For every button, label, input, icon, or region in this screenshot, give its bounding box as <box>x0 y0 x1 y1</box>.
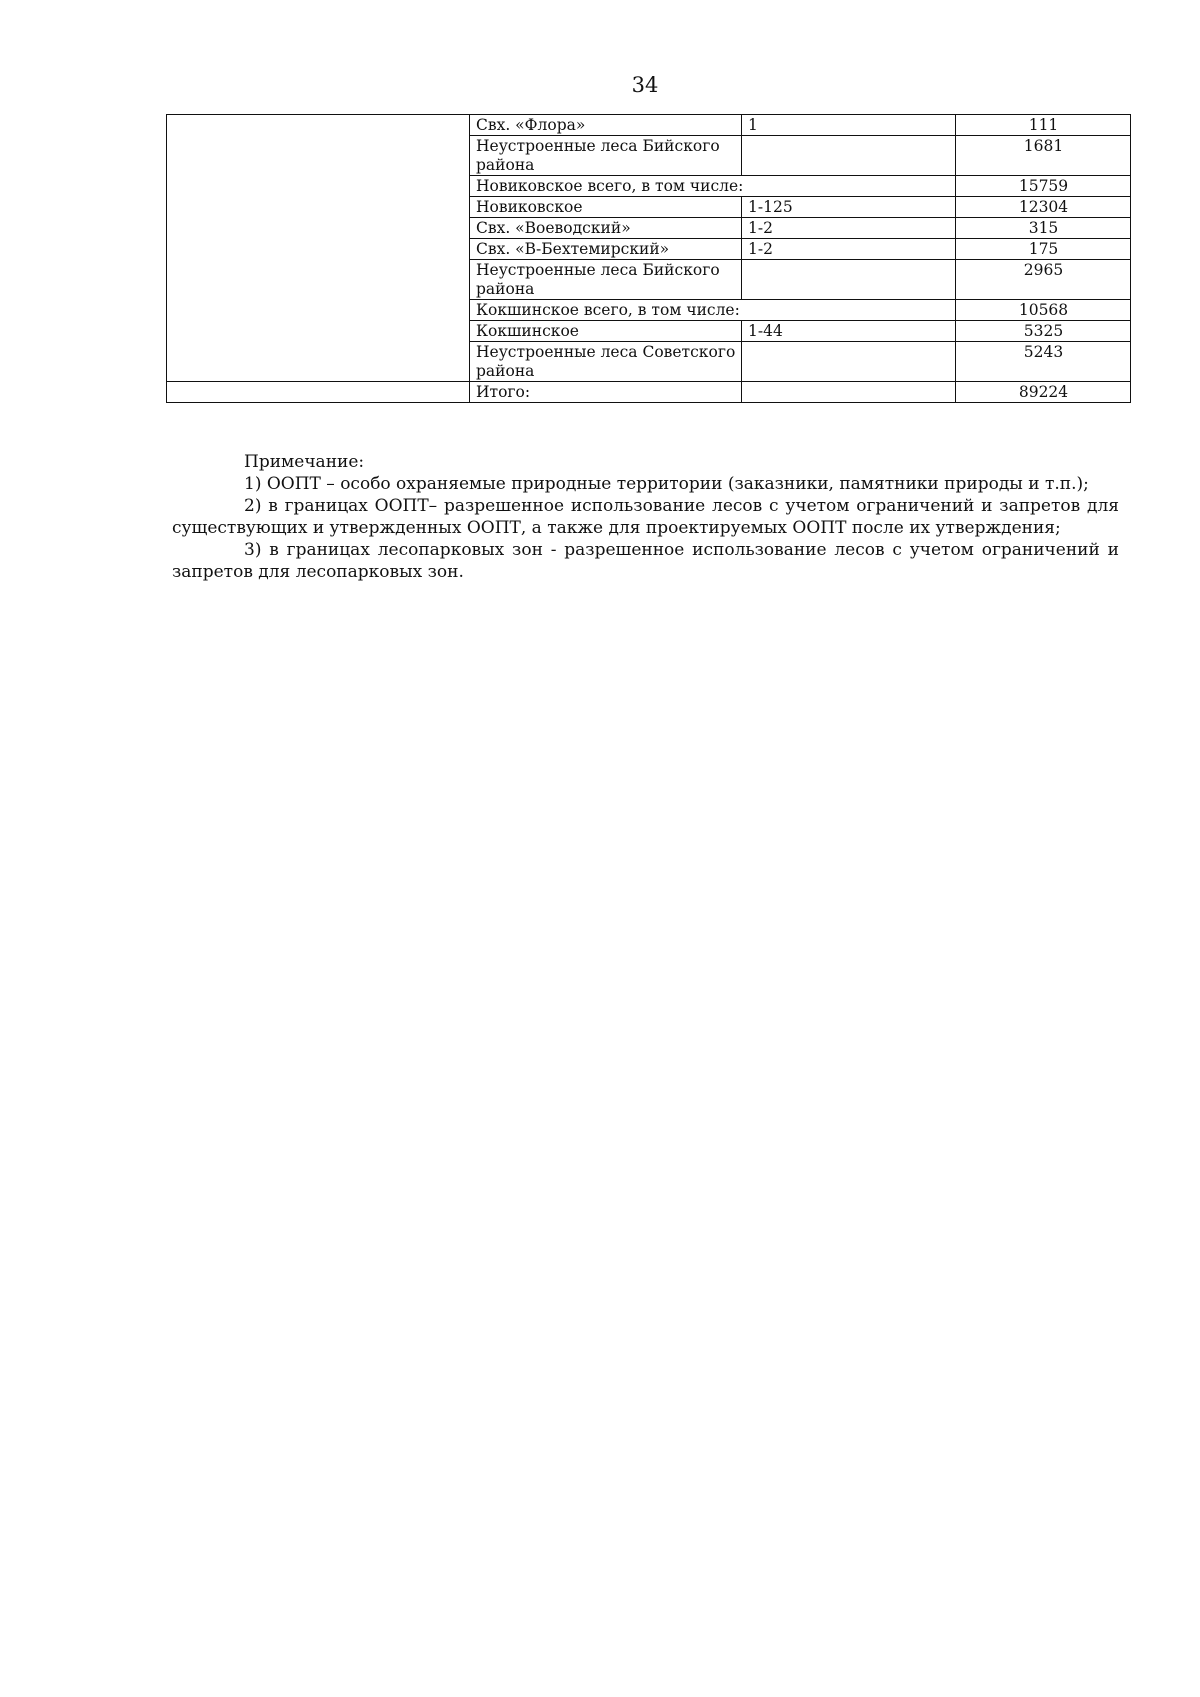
table-cell-area: 2965 <box>956 260 1131 300</box>
table-cell-area: 15759 <box>956 176 1131 197</box>
table-cell-name: Неустроенные леса Бийского района <box>470 136 742 176</box>
table-cell-name: Неустроенные леса Советского района <box>470 342 742 382</box>
table-cell-area: 10568 <box>956 300 1131 321</box>
table-cell-name: Итого: <box>470 382 742 403</box>
empty-forestry-cell <box>167 382 470 403</box>
table-cell-name: Неустроенные леса Бийского района <box>470 260 742 300</box>
table-cell-quarters <box>742 382 956 403</box>
forest-area-table <box>166 114 1131 403</box>
table-cell-subtotal-name: Новиковское всего, в том числе: <box>470 176 956 197</box>
table-cell-quarters: 1-2 <box>742 239 956 260</box>
table-cell-quarters: 1 <box>742 115 956 136</box>
note-item: 3) в границах лесопарковых зон - разрешенное использование лесов с учетом ограничений и запретов для лесопарковых зон. <box>172 540 1119 582</box>
table-cell-area: 5325 <box>956 321 1131 342</box>
table-cell-area: 89224 <box>956 382 1131 403</box>
table-cell-quarters <box>742 342 956 382</box>
table-cell-quarters: 1-125 <box>742 197 956 218</box>
table-cell-area: 5243 <box>956 342 1131 382</box>
table-cell-subtotal-name: Кокшинское всего, в том числе: <box>470 300 956 321</box>
table-cell-name: Свх. «Флора» <box>470 115 742 136</box>
table-cell-name: Кокшинское <box>470 321 742 342</box>
note-item: 1) ООПТ – особо охраняемые природные территории (заказники, памятники природы и т.п.); <box>244 474 1089 494</box>
table-row-total <box>167 382 1131 403</box>
forest-table-container <box>166 114 1130 403</box>
table-cell-quarters <box>742 260 956 300</box>
notes-section <box>172 451 1119 583</box>
notes-title: Примечание: <box>244 452 365 472</box>
table-cell-name: Свх. «В-Бехтемирский» <box>470 239 742 260</box>
table-cell-area: 315 <box>956 218 1131 239</box>
table-cell-area: 1681 <box>956 136 1131 176</box>
page-number: 34 <box>631 73 659 97</box>
table-row <box>167 115 1131 136</box>
table-cell-area: 175 <box>956 239 1131 260</box>
table-cell-name: Свх. «Воеводский» <box>470 218 742 239</box>
note-item: 2) в границах ООПТ– разрешенное использование лесов с учетом ограничений и запретов для существующих и утвержденных ООПТ, а также для проектируемых ООПТ после их утверждения; <box>172 496 1119 538</box>
table-cell-quarters <box>742 136 956 176</box>
table-cell-area: 12304 <box>956 197 1131 218</box>
table-cell-name: Новиковское <box>470 197 742 218</box>
table-cell-area: 111 <box>956 115 1131 136</box>
table-cell-quarters: 1-44 <box>742 321 956 342</box>
table-cell-quarters: 1-2 <box>742 218 956 239</box>
empty-forestry-cell <box>167 115 470 382</box>
